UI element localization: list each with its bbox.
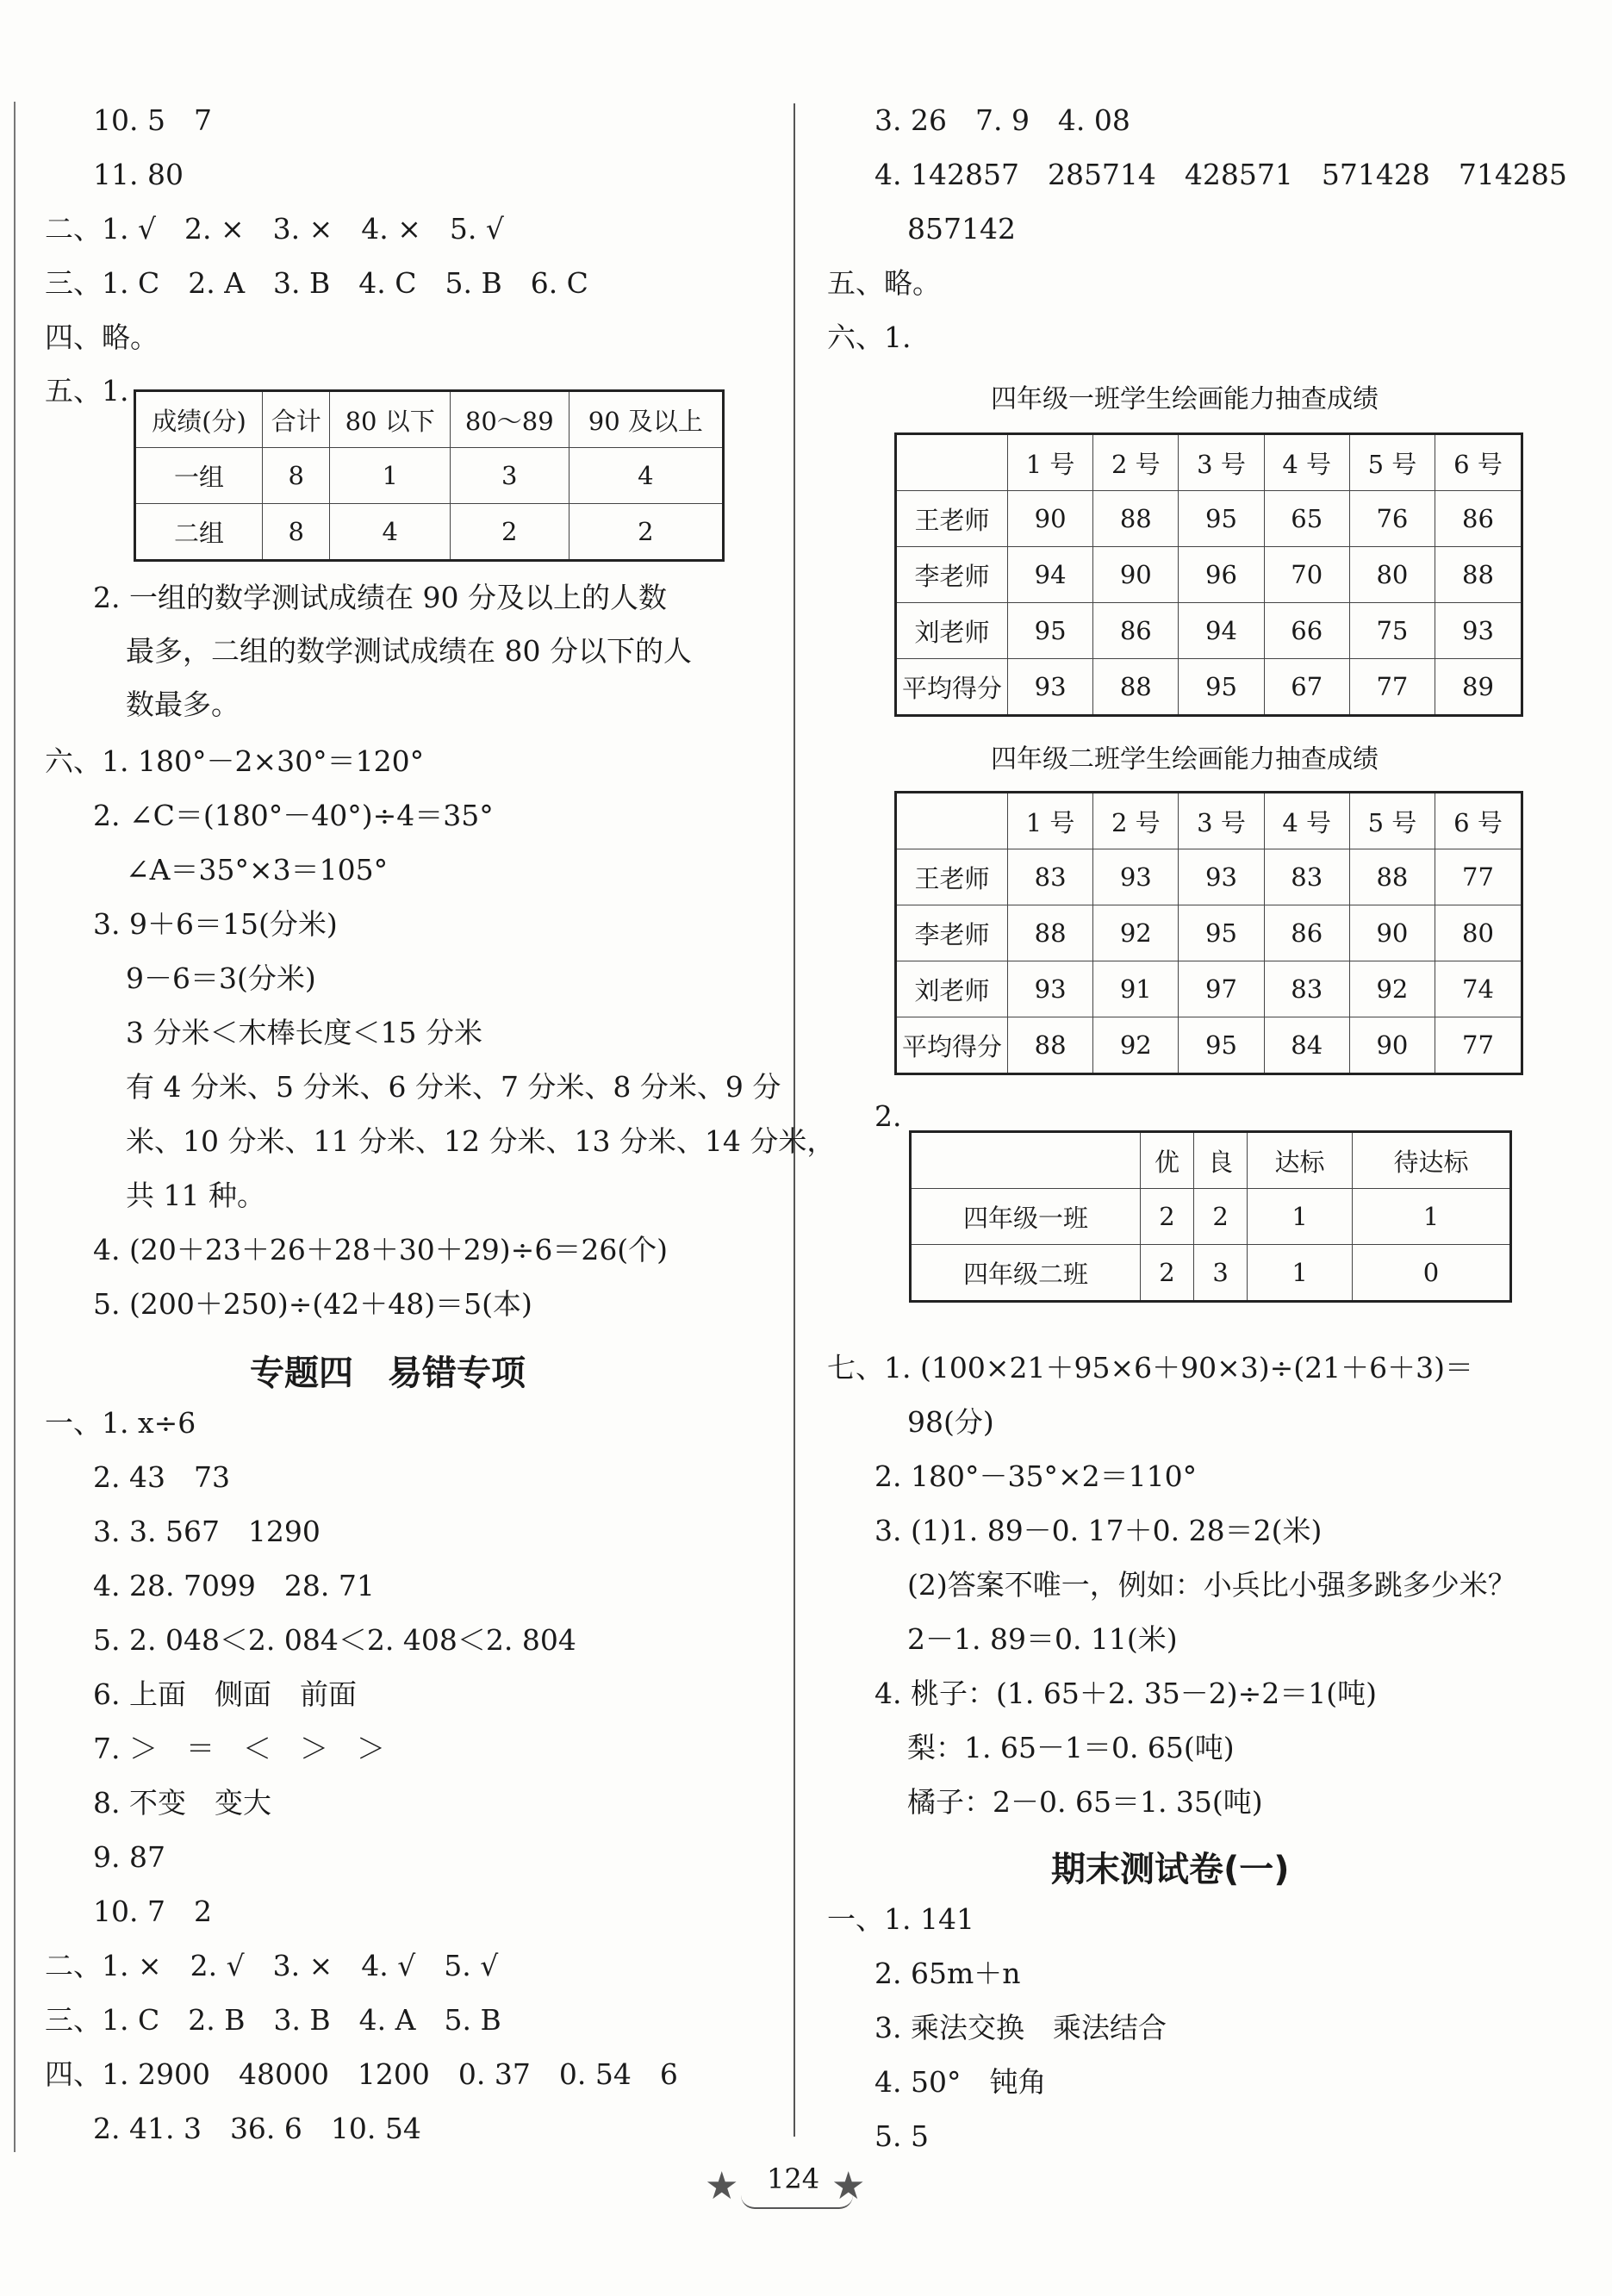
table-cell: 李老师 (896, 905, 1008, 961)
table-cell: 二组 (135, 504, 263, 561)
table-cell: 1 (1248, 1189, 1353, 1245)
table-cell: 2 (569, 504, 723, 561)
table-cell: 77 (1435, 1017, 1522, 1074)
answer-line: 3 分米＜木棒长度＜15 分米 (126, 1016, 482, 1049)
answer-line: 4. 28. 7099 28. 71 (93, 1569, 375, 1602)
table-cell: 90 (1008, 491, 1093, 547)
table-cell: 91 (1093, 961, 1179, 1017)
table-cell: 2 (450, 504, 569, 561)
table-cell: 一组 (135, 448, 263, 504)
answer-line: 三、1. C 2. A 3. B 4. C 5. B 6. C (45, 266, 588, 300)
page-number: 124 (767, 2162, 820, 2195)
table-header-cell: 4 号 (1264, 793, 1349, 849)
table-cell: 77 (1349, 659, 1435, 716)
table-cell: 刘老师 (896, 961, 1008, 1017)
section-title: 专题四 易错专项 (250, 1353, 526, 1393)
table-cell: 80 (1435, 905, 1522, 961)
answer-line: 7. ＞ ＝ ＜ ＞ ＞ (93, 1732, 385, 1765)
answer-line: 3. 乘法交换 乘法结合 (874, 2011, 1167, 2044)
table-cell: 89 (1435, 659, 1522, 716)
answer-line: 五、略。 (827, 266, 941, 300)
answer-line: 2－1. 89＝0. 11(米) (907, 1622, 1178, 1656)
table-cell: 88 (1093, 659, 1179, 716)
table-cell: 97 (1179, 961, 1264, 1017)
table-cell: 95 (1179, 905, 1264, 961)
answer-line: 2. 180°－35°×2＝110° (874, 1459, 1198, 1493)
table-cell: 王老师 (896, 849, 1008, 905)
left-margin-rule (14, 102, 16, 2152)
answer-line: 2. 43 73 (93, 1460, 230, 1494)
answer-line: 三、1. C 2. B 3. B 4. A 5. B (45, 2003, 501, 2037)
table-cell: 1 (330, 448, 450, 504)
answer-line: 梨：1. 65－1＝0. 65(吨) (907, 1731, 1235, 1764)
table-header-cell: 良 (1194, 1132, 1248, 1189)
table-cell: 1 (1353, 1189, 1511, 1245)
table-cell: 93 (1008, 659, 1093, 716)
table-cell: 93 (1008, 961, 1093, 1017)
table-cell: 四年级一班 (911, 1189, 1141, 1245)
table-cell: 93 (1179, 849, 1264, 905)
table-cell: 80 (1349, 547, 1435, 603)
answer-line: 共 11 种。 (126, 1179, 265, 1212)
answer-line: 3. (1)1. 89－0. 17＋0. 28＝2(米) (874, 1514, 1323, 1547)
group-score-table (134, 389, 725, 562)
answer-line: 四、略。 (45, 320, 159, 354)
table-cell: 95 (1179, 659, 1264, 716)
answer-line: 3. 26 7. 9 4. 08 (874, 103, 1130, 137)
table-cell: 刘老师 (896, 603, 1008, 659)
table-header-cell: 1 号 (1008, 434, 1093, 491)
answer-line: 8. 不变 变大 (93, 1786, 271, 1820)
answer-line: 5. (200＋250)÷(42＋48)＝5(本) (93, 1287, 532, 1321)
answer-line: 10. 7 2 (93, 1895, 212, 1928)
table-header-cell: 优 (1141, 1132, 1194, 1189)
table-header-cell: 3 号 (1179, 434, 1264, 491)
table-caption: 四年级一班学生绘画能力抽查成绩 (991, 384, 1379, 414)
answer-line: 2. 65m＋n (874, 1957, 1021, 1990)
table-cell: 94 (1008, 547, 1093, 603)
table-cell: 83 (1264, 849, 1349, 905)
table-cell: 66 (1264, 603, 1349, 659)
answer-line: ∠A＝35°×3＝105° (126, 853, 389, 887)
table-header-cell: 2 号 (1093, 434, 1179, 491)
table-header-cell: 合计 (263, 391, 330, 448)
table-cell: 67 (1264, 659, 1349, 716)
section-title: 期末测试卷(一) (1051, 1850, 1290, 1889)
answer-line: 米、10 分米、11 分米、12 分米、13 分米、14 分米， (126, 1124, 836, 1158)
answer-line: 有 4 分米、5 分米、6 分米、7 分米、8 分米、9 分 (126, 1070, 781, 1104)
answer-line: 10. 5 7 (93, 103, 212, 137)
table-cell: 65 (1264, 491, 1349, 547)
table-header-cell: 成绩(分) (135, 391, 263, 448)
table-cell: 88 (1435, 547, 1522, 603)
table-cell: 95 (1008, 603, 1093, 659)
table-cell: 四年级二班 (911, 1245, 1141, 1302)
table-header-cell: 待达标 (1353, 1132, 1511, 1189)
star-icon: ★ (705, 2164, 739, 2208)
table-cell: 3 (1194, 1245, 1248, 1302)
star-icon: ★ (831, 2164, 866, 2208)
table-cell: 92 (1349, 961, 1435, 1017)
table-cell: 8 (263, 448, 330, 504)
table-header-cell (896, 434, 1008, 491)
table-caption: 四年级二班学生绘画能力抽查成绩 (991, 744, 1379, 775)
table-cell: 88 (1008, 1017, 1093, 1074)
answer-line: 二、1. √ 2. × 3. × 4. × 5. √ (45, 212, 504, 246)
table-cell: 86 (1093, 603, 1179, 659)
table-cell: 96 (1179, 547, 1264, 603)
table-cell: 王老师 (896, 491, 1008, 547)
table-cell: 90 (1349, 905, 1435, 961)
answer-line: 二、1. × 2. √ 3. × 4. √ 5. √ (45, 1949, 499, 1982)
table-cell: 8 (263, 504, 330, 561)
answer-line: 98(分) (907, 1405, 994, 1439)
table-header-cell: 80～89 (450, 391, 569, 448)
table-header-cell: 达标 (1248, 1132, 1353, 1189)
table-cell: 2 (1194, 1189, 1248, 1245)
answer-line: 一、1. x÷6 (45, 1406, 196, 1440)
class1-score-table (894, 432, 1523, 717)
answer-line: 一、1. 141 (827, 1902, 974, 1936)
answer-line: 4. 50° 钝角 (874, 2065, 1047, 2099)
table-cell: 李老师 (896, 547, 1008, 603)
answer-line: 数最多。 (126, 688, 240, 721)
table-cell: 86 (1435, 491, 1522, 547)
answer-line: 七、1. (100×21＋95×6＋90×3)÷(21＋6＋3)＝ (827, 1351, 1474, 1384)
table-cell: 2 (1141, 1245, 1194, 1302)
table-cell: 75 (1349, 603, 1435, 659)
table-header-cell: 5 号 (1349, 793, 1435, 849)
table-cell: 95 (1179, 491, 1264, 547)
answer-line: 2. ∠C＝(180°－40°)÷4＝35° (93, 799, 494, 832)
answer-line: 6. 上面 侧面 前面 (93, 1677, 357, 1711)
table-cell: 1 (1248, 1245, 1353, 1302)
answer-line: 最多，二组的数学测试成绩在 80 分以下的人 (126, 634, 692, 668)
table-cell: 93 (1435, 603, 1522, 659)
table-header-cell: 3 号 (1179, 793, 1264, 849)
table-cell: 88 (1008, 905, 1093, 961)
answer-line: 9－6＝3(分米) (126, 961, 316, 995)
table-cell: 92 (1093, 905, 1179, 961)
answer-line: 橘子：2－0. 65＝1. 35(吨) (907, 1785, 1263, 1819)
grade-level-table (909, 1130, 1512, 1303)
table-header-cell: 5 号 (1349, 434, 1435, 491)
answer-line: 五、1. (45, 374, 129, 408)
answer-line: 5. 5 (874, 2119, 929, 2153)
table-cell: 70 (1264, 547, 1349, 603)
answer-line: 4. 142857 285714 428571 571428 714285 (874, 158, 1567, 191)
table-header-cell: 80 以下 (330, 391, 450, 448)
column-divider (794, 103, 795, 2137)
answer-line: 2. (874, 1099, 902, 1133)
table-cell: 77 (1435, 849, 1522, 905)
table-header-cell: 2 号 (1093, 793, 1179, 849)
table-cell: 83 (1008, 849, 1093, 905)
table-header-cell: 6 号 (1435, 793, 1522, 849)
table-header-cell (896, 793, 1008, 849)
answer-line: 9. 87 (93, 1840, 165, 1874)
table-cell: 0 (1353, 1245, 1511, 1302)
table-cell: 2 (1141, 1189, 1194, 1245)
table-cell: 90 (1349, 1017, 1435, 1074)
answer-line: 2. 一组的数学测试成绩在 90 分及以上的人数 (93, 581, 667, 614)
answer-line: (2)答案不唯一，例如：小兵比小强多跳多少米？ (907, 1568, 1516, 1602)
table-cell: 平均得分 (896, 659, 1008, 716)
answer-line: 11. 80 (93, 158, 184, 191)
table-header-cell: 90 及以上 (569, 391, 723, 448)
table-header-cell (911, 1132, 1141, 1189)
answer-line: 四、1. 2900 48000 1200 0. 37 0. 54 6 (45, 2057, 678, 2091)
footer-arc (741, 2195, 853, 2209)
table-header-cell: 4 号 (1264, 434, 1349, 491)
table-cell: 94 (1179, 603, 1264, 659)
table-cell: 74 (1435, 961, 1522, 1017)
answer-line: 5. 2. 048＜2. 084＜2. 408＜2. 804 (93, 1623, 576, 1657)
table-header-cell: 1 号 (1008, 793, 1093, 849)
table-cell: 4 (330, 504, 450, 561)
answer-line: 3. 3. 567 1290 (93, 1515, 321, 1548)
table-cell: 84 (1264, 1017, 1349, 1074)
answer-line: 4. 桃子：(1. 65＋2. 35－2)÷2＝1(吨) (874, 1677, 1378, 1710)
table-cell: 83 (1264, 961, 1349, 1017)
table-cell: 88 (1349, 849, 1435, 905)
answer-line: 六、1. (827, 320, 912, 354)
table-cell: 76 (1349, 491, 1435, 547)
answer-line: 六、1. 180°－2×30°＝120° (45, 744, 425, 778)
table-cell: 4 (569, 448, 723, 504)
class2-score-table (894, 791, 1523, 1075)
answer-line: 2. 41. 3 36. 6 10. 54 (93, 2112, 421, 2145)
table-cell: 90 (1093, 547, 1179, 603)
table-cell: 平均得分 (896, 1017, 1008, 1074)
table-header-cell: 6 号 (1435, 434, 1522, 491)
table-cell: 86 (1264, 905, 1349, 961)
table-cell: 95 (1179, 1017, 1264, 1074)
table-cell: 92 (1093, 1017, 1179, 1074)
table-cell: 88 (1093, 491, 1179, 547)
answer-line: 3. 9＋6＝15(分米) (93, 907, 338, 941)
answer-line: 4. (20＋23＋26＋28＋30＋29)÷6＝26(个) (93, 1233, 669, 1266)
table-cell: 93 (1093, 849, 1179, 905)
table-cell: 3 (450, 448, 569, 504)
answer-line: 857142 (907, 212, 1016, 246)
